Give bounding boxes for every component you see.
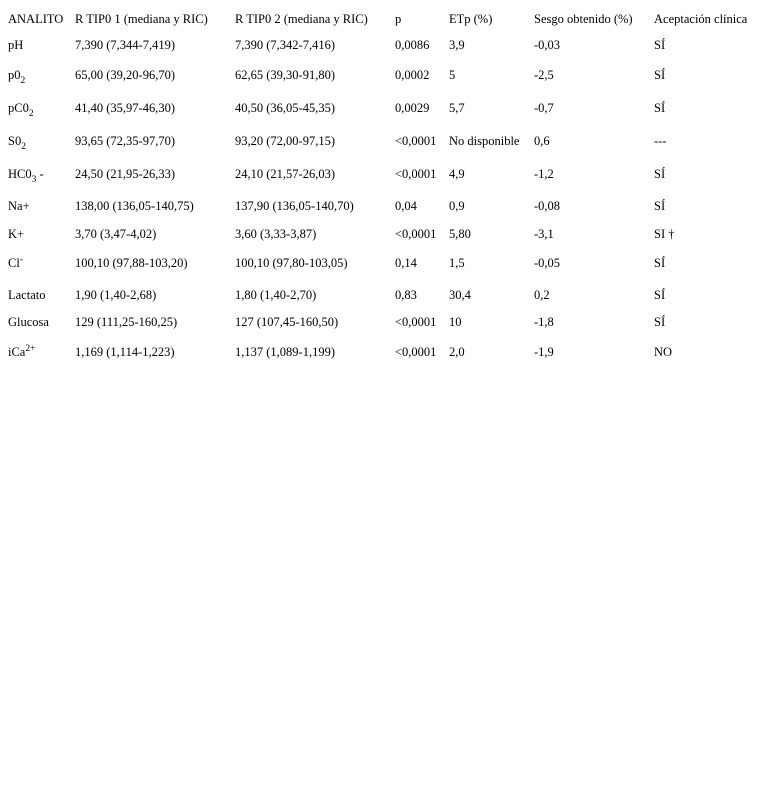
cell-analyte	[8, 250, 75, 282]
cell-bias: -1,9	[534, 345, 554, 359]
cell-etp: 2,0	[449, 345, 465, 359]
cell-bias: -0,08	[534, 199, 561, 213]
analyte-superscript: 2+	[25, 344, 36, 354]
cell-bias: -3,1	[534, 227, 554, 241]
analyte-name: p0	[8, 68, 21, 82]
cell-etp: 30,4	[449, 288, 471, 302]
cell-acceptance: NO	[654, 345, 673, 359]
cell-bias: -0,03	[534, 38, 561, 52]
analyte-name: pH	[8, 38, 24, 52]
table-row	[8, 339, 765, 369]
header-p: p	[395, 12, 402, 26]
cell-acceptance: SÍ	[654, 256, 666, 270]
cell-bias: -0,7	[534, 101, 554, 115]
cell-bias: -1,8	[534, 315, 554, 329]
cell-r-type-2: 1,80 (1,40-2,70)	[235, 288, 317, 302]
cell-p: <0,0001	[395, 345, 437, 359]
cell-r-type-2: 127 (107,45-160,50)	[235, 315, 339, 329]
cell-r-type-2: 62,65 (39,30-91,80)	[235, 68, 335, 82]
cell-etp: 4,9	[449, 167, 465, 181]
cell-p: 0,0029	[395, 101, 430, 115]
analyte-name: S0	[8, 134, 22, 148]
analyte-subscript: 2	[20, 76, 26, 86]
cell-r-type-2: 100,10 (97,80-103,05)	[235, 256, 348, 270]
cell-r-type-1: 7,390 (7,344-7,419)	[75, 38, 175, 52]
cell-r-type-2: 7,390 (7,342-7,416)	[235, 38, 335, 52]
cell-analyte	[8, 128, 75, 161]
cell-bias: 0,2	[534, 288, 550, 302]
cell-p: <0,0001	[395, 167, 437, 181]
table-row	[8, 161, 765, 193]
cell-analyte	[8, 161, 75, 193]
cell-r-type-2: 40,50 (36,05-45,35)	[235, 101, 335, 115]
cell-acceptance: SÍ	[654, 199, 666, 213]
analyte-suffix: -	[36, 167, 44, 181]
analyte-name: pC0	[8, 101, 29, 115]
cell-etp: No disponible	[449, 134, 520, 148]
analyte-name: HC0	[8, 167, 32, 181]
table-row	[8, 32, 765, 62]
cell-bias: -1,2	[534, 167, 554, 181]
cell-analyte	[8, 282, 75, 309]
cell-r-type-1: 100,10 (97,88-103,20)	[75, 256, 188, 270]
table-row	[8, 250, 765, 282]
cell-r-type-1: 1,169 (1,114-1,223)	[75, 345, 175, 359]
analyte-subscript: 2	[21, 142, 26, 152]
cell-r-type-1: 138,00 (136,05-140,75)	[75, 199, 194, 213]
table-body	[8, 32, 765, 369]
cell-r-type-1: 93,65 (72,35-97,70)	[75, 134, 175, 148]
header-r-type-2: R TIP0 2 (mediana y RIC)	[235, 12, 368, 26]
cell-etp: 10	[449, 315, 462, 329]
table-row	[8, 221, 765, 250]
cell-r-type-2: 24,10 (21,57-26,03)	[235, 167, 335, 181]
cell-p: 0,0002	[395, 68, 430, 82]
cell-analyte	[8, 221, 75, 250]
cell-analyte	[8, 339, 75, 369]
analyte-subscript: 3	[31, 175, 37, 185]
analyte-name: iCa	[8, 345, 26, 359]
header-row	[8, 6, 765, 32]
cell-etp: 1,5	[449, 256, 465, 270]
cell-r-type-2: 137,90 (136,05-140,70)	[235, 199, 354, 213]
table-row	[8, 193, 765, 221]
analyte-subscript: 2	[28, 109, 34, 119]
cell-acceptance: SÍ	[654, 101, 666, 115]
cell-etp: 5	[449, 68, 456, 82]
cell-p: <0,0001	[395, 227, 437, 241]
cell-etp: 3,9	[449, 38, 465, 52]
analyte-name: Cl	[8, 256, 20, 270]
cell-bias: -2,5	[534, 68, 554, 82]
cell-analyte	[8, 62, 75, 95]
cell-analyte	[8, 309, 75, 339]
cell-r-type-2: 1,137 (1,089-1,199)	[235, 345, 335, 359]
analyte-name: K+	[8, 227, 25, 241]
cell-r-type-1: 24,50 (21,95-26,33)	[75, 167, 175, 181]
table-row	[8, 128, 765, 161]
cell-r-type-1: 3,70 (3,47-4,02)	[75, 227, 157, 241]
cell-p: 0,14	[395, 256, 417, 270]
analyte-name: Glucosa	[8, 315, 49, 329]
cell-r-type-1: 129 (111,25-160,25)	[75, 315, 178, 329]
cell-acceptance: SÍ	[654, 288, 666, 302]
cell-etp: 5,7	[449, 101, 465, 115]
cell-acceptance: SÍ	[654, 315, 666, 329]
cell-etp: 5,80	[449, 227, 471, 241]
cell-acceptance: SÍ	[654, 38, 666, 52]
cell-acceptance: ---	[654, 134, 667, 148]
cell-p: 0,04	[395, 199, 417, 213]
cell-bias: -0,05	[534, 256, 561, 270]
cell-p: <0,0001	[395, 315, 437, 329]
header-acceptance: Aceptación clínica	[654, 12, 748, 26]
cell-analyte	[8, 32, 75, 62]
header-analyte: ANALITO	[8, 12, 64, 26]
header-etp: ETp (%)	[449, 12, 493, 26]
cell-p: 0,0086	[395, 38, 430, 52]
analyte-name: Na+	[8, 199, 30, 213]
header-r-type-1: R TIP0 1 (mediana y RIC)	[75, 12, 208, 26]
cell-bias: 0,6	[534, 134, 550, 148]
analyte-superscript: -	[19, 255, 23, 265]
cell-analyte	[8, 95, 75, 128]
results-table	[8, 6, 765, 369]
cell-r-type-2: 93,20 (72,00-97,15)	[235, 134, 335, 148]
cell-acceptance: SÍ	[654, 167, 666, 181]
table-row	[8, 62, 765, 95]
cell-r-type-1: 41,40 (35,97-46,30)	[75, 101, 175, 115]
cell-r-type-2: 3,60 (3,33-3,87)	[235, 227, 317, 241]
table-row	[8, 95, 765, 128]
cell-p: <0,0001	[395, 134, 437, 148]
cell-acceptance: SÍ	[654, 68, 666, 82]
analyte-name: Lactato	[8, 288, 46, 302]
table-row	[8, 309, 765, 339]
header-bias: Sesgo obtenido (%)	[534, 12, 633, 26]
cell-r-type-1: 1,90 (1,40-2,68)	[75, 288, 157, 302]
cell-p: 0,83	[395, 288, 417, 302]
cell-etp: 0,9	[449, 199, 465, 213]
cell-acceptance: SI †	[654, 227, 675, 241]
cell-analyte	[8, 193, 75, 221]
table-row	[8, 282, 765, 309]
cell-r-type-1: 65,00 (39,20-96,70)	[75, 68, 175, 82]
